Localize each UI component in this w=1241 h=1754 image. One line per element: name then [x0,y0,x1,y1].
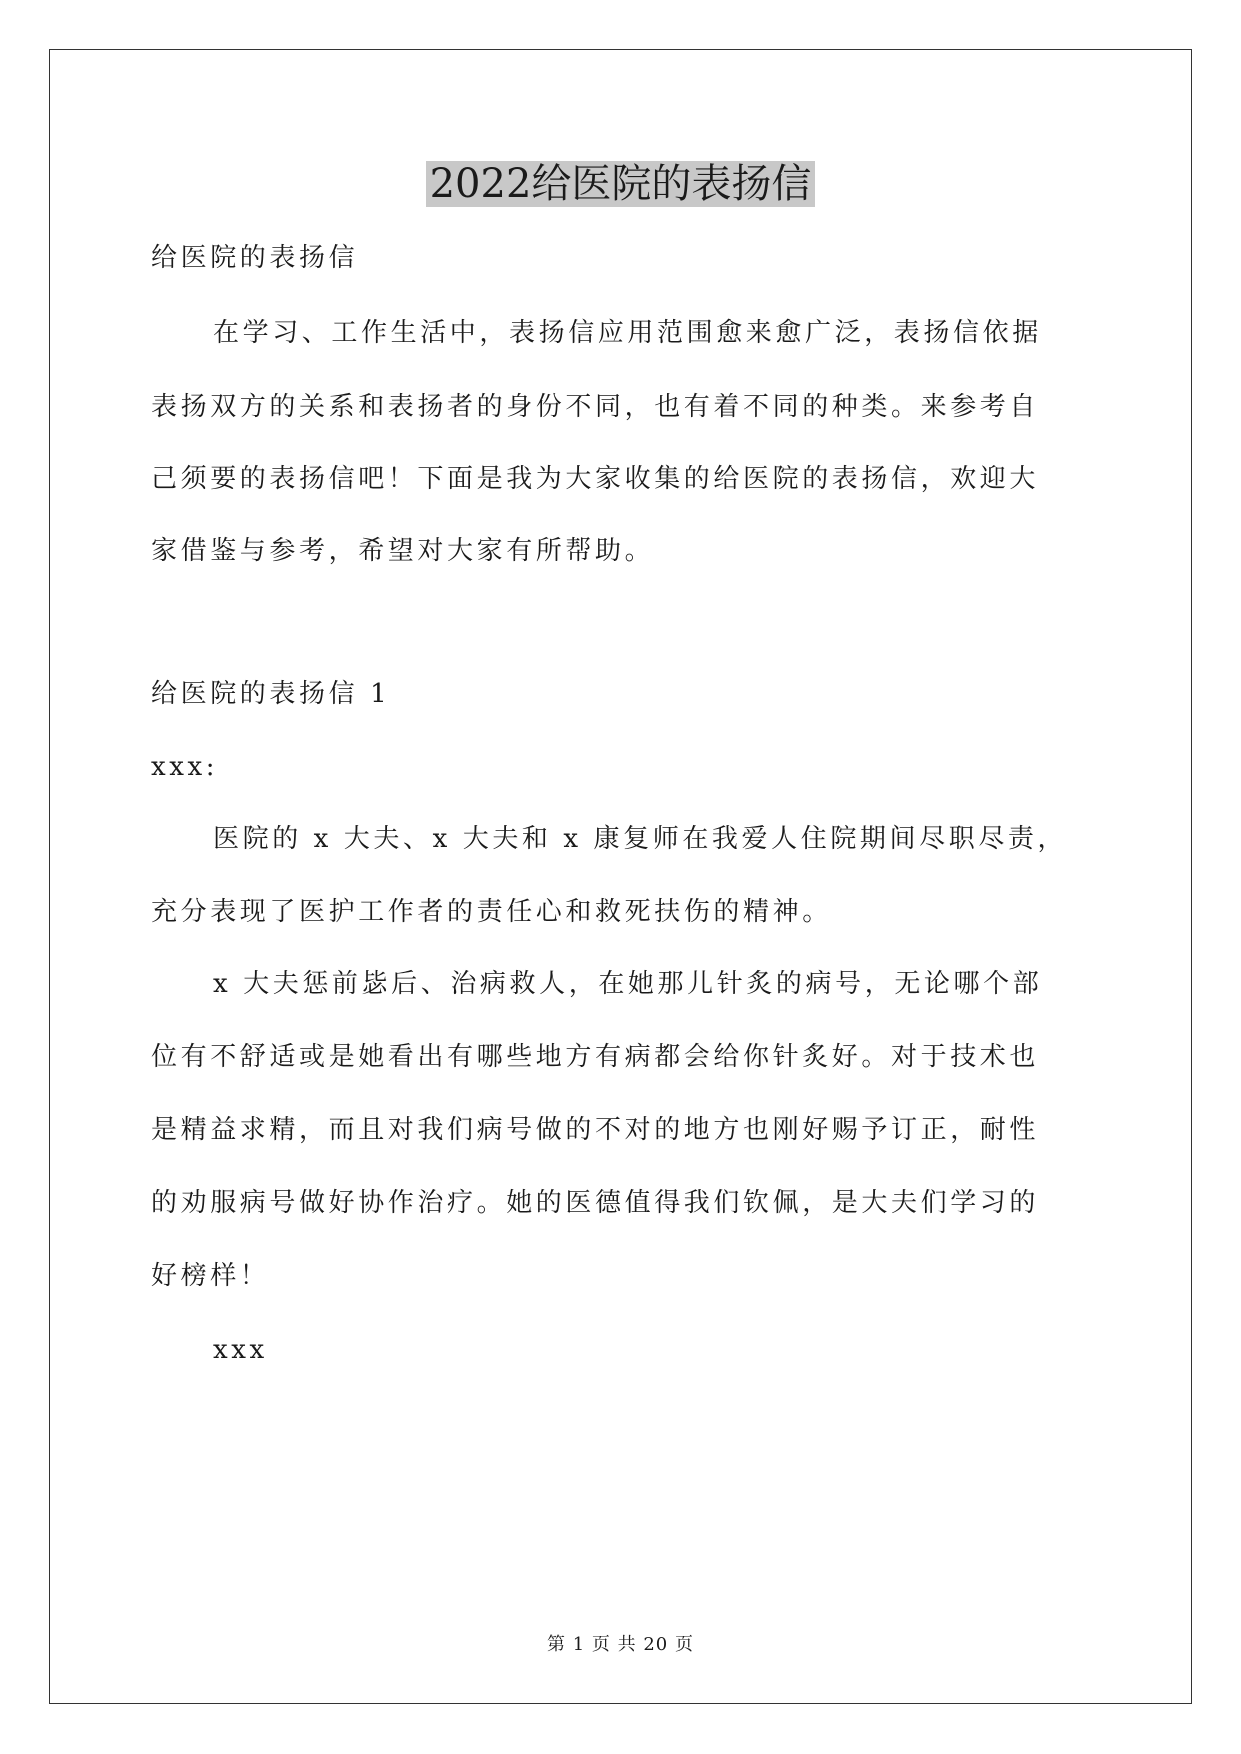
body-line: 医院的 x 大夫、x 大夫和 x 康复师在我爱人住院期间尽职尽责， [213,824,1068,854]
body-line: 的劝服病号做好协作治疗。她的医德值得我们钦佩，是大夫们学习的 [151,1188,1040,1218]
body-line: 是精益求精，而且对我们病号做的不对的地方也刚好赐予订正，耐性 [151,1115,1040,1145]
page-border [49,49,1192,1704]
page-number-footer: 第 1 页 共 20 页 [547,1634,694,1655]
body-line: x 大夫惩前毖后、治病救人，在她那儿针炙的病号，无论哪个部 [213,969,1043,999]
subtitle: 给医院的表扬信 [151,243,359,273]
document-title [0,158,1241,210]
body-line: 位有不舒适或是她看出有哪些地方有病都会给你针炙好。对于技术也 [151,1042,1040,1072]
document-title-text: 2022给医院的表扬信 [426,161,816,207]
section-heading: 给医院的表扬信 1 [151,679,391,709]
intro-line: 表扬双方的关系和表扬者的身份不同，也有着不同的种类。来参考自 [151,392,1040,422]
signature: xxx [213,1335,268,1365]
salutation: xxx: [151,752,219,782]
body-line: 好榜样！ [151,1261,270,1291]
intro-line: 己须要的表扬信吧！下面是我为大家收集的给医院的表扬信，欢迎大 [151,464,1040,494]
body-line: 充分表现了医护工作者的责任心和救死扶伤的精神。 [151,897,832,927]
intro-line: 家借鉴与参考，希望对大家有所帮助。 [151,536,655,566]
intro-line: 在学习、工作生活中，表扬信应用范围愈来愈广泛，表扬信依据 [213,318,1042,348]
